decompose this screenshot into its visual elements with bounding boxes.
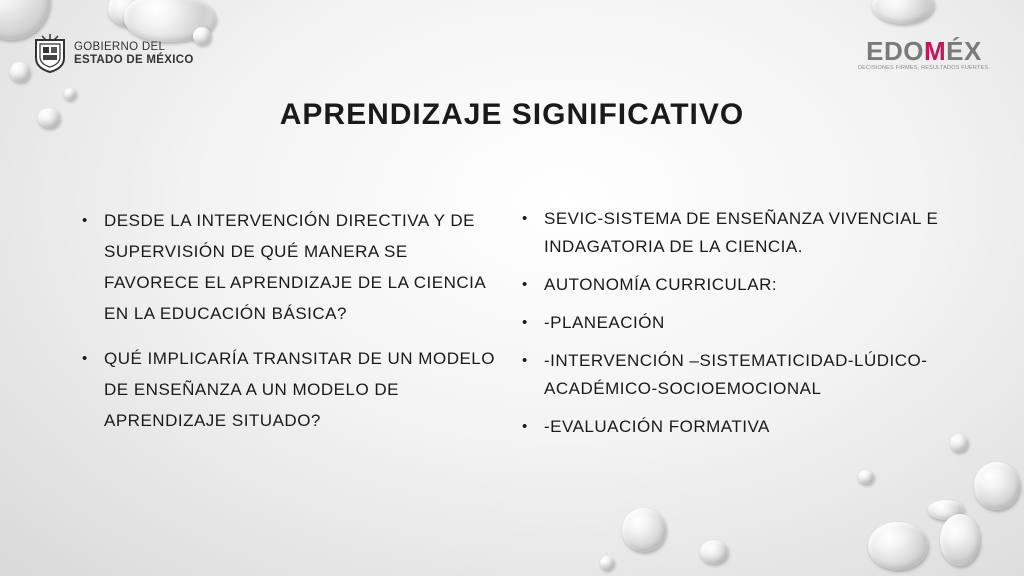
list-item <box>522 309 952 337</box>
edomex-m: M <box>923 36 947 66</box>
water-drop <box>940 514 980 566</box>
bullet-icon: • <box>522 418 528 435</box>
water-drop <box>974 462 1020 510</box>
list-item-text: -INTERVENCIÓN –SISTEMATICIDAD-LÚDICO-ACADÉMICO-SOCIOEMOCIONAL <box>544 351 928 398</box>
list-item <box>522 205 952 261</box>
list-item-text: -PLANEACIÓN <box>544 313 665 332</box>
bullet-icon: • <box>522 276 528 293</box>
right-column <box>522 205 952 451</box>
edomex-wordmark <box>854 36 994 66</box>
water-drop <box>600 556 614 570</box>
bullet-icon: • <box>522 352 528 369</box>
edomex-edo: EDO <box>866 36 924 66</box>
list-item-text: QUÉ IMPLICARÍA TRANSITAR DE UN MODELO DE ENSEÑANZA A UN MODELO DE APRENDIZAJE SITUADO? <box>104 349 495 430</box>
bullet-icon: • <box>82 212 88 229</box>
water-drop <box>858 470 874 484</box>
list-item-text: -EVALUACIÓN FORMATIVA <box>544 417 770 436</box>
right-bullet-list <box>522 205 952 441</box>
list-item-text: AUTONOMÍA CURRICULAR: <box>544 275 778 294</box>
list-item-text: SEVIC-SISTEMA DE ENSEÑANZA VIVENCIAL E INDAGATORIA DE LA CIENCIA. <box>544 209 939 256</box>
water-drop <box>622 508 666 552</box>
edomex-ex: ÉX <box>946 36 982 66</box>
list-item <box>522 347 952 403</box>
coat-of-arms-icon <box>32 34 68 74</box>
list-item <box>82 343 502 436</box>
list-item-text: DESDE LA INTERVENCIÓN DIRECTIVA Y DE SUPERVISIÓN DE QUÉ MANERA SE FAVORECE EL APRENDIZAJE DE LA CIENCIA EN LA EDUCACIÓN BÁSICA? <box>104 211 486 323</box>
water-drop <box>950 434 968 452</box>
edomex-slogan: DECISIONES FIRMES, RESULTADOS FUERTES. <box>858 65 990 71</box>
left-bullet-list <box>82 205 502 436</box>
water-drop <box>700 540 728 564</box>
bullet-icon: • <box>82 350 88 367</box>
left-column <box>82 205 502 450</box>
water-drop <box>10 62 30 82</box>
gobierno-line-1: GOBIERNO DEL <box>74 41 166 53</box>
list-item <box>522 271 952 299</box>
slide-title: APRENDIZAJE SIGNIFICATIVO <box>279 98 745 131</box>
list-item <box>82 205 502 329</box>
water-drop <box>868 522 928 570</box>
gobierno-text <box>74 41 194 67</box>
bullet-icon: • <box>522 314 528 331</box>
gobierno-line-2: ESTADO DE MÉXICO <box>74 54 194 66</box>
edomex-logo <box>854 36 994 71</box>
list-item <box>522 413 952 441</box>
bullet-icon: • <box>522 210 528 227</box>
water-drop <box>193 27 211 45</box>
water-drop <box>872 0 934 24</box>
gobierno-estado-mexico-logo <box>32 34 194 74</box>
